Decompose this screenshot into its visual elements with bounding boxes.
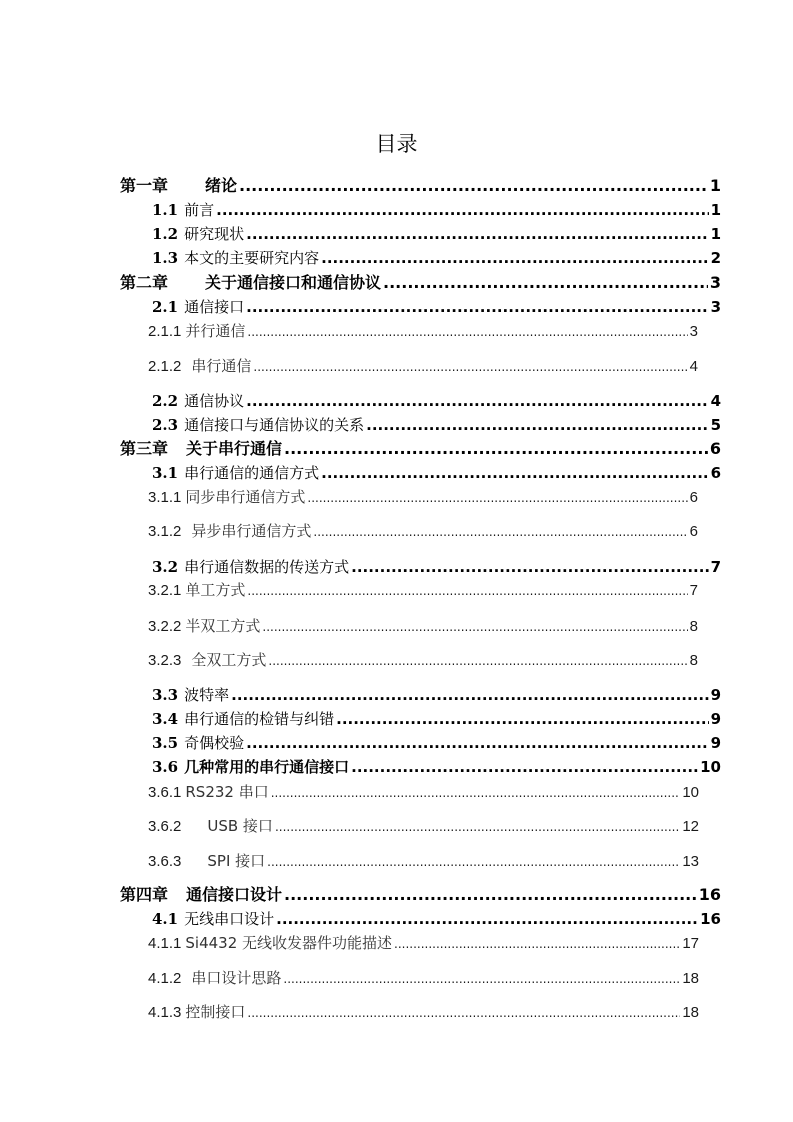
toc-entry-chapter-2[interactable] [120, 272, 721, 294]
dot-leader [247, 321, 687, 343]
entry-page: 18 [682, 1004, 699, 1021]
toc-entry-chapter-1[interactable] [120, 175, 721, 197]
entry-number: 2.2 [152, 392, 179, 410]
toc-entry-4-1-1[interactable] [148, 932, 699, 954]
entry-number: 第二章 [120, 273, 169, 292]
entry-page: 10 [700, 758, 721, 776]
entry-label: 串行通信数据的传送方式 [184, 558, 350, 576]
entry-number: 3.1 [152, 464, 179, 482]
dot-leader [284, 438, 708, 460]
dot-leader [336, 708, 708, 730]
toc-entry-3-6-3[interactable] [148, 850, 699, 872]
entry-number: 第一章 [120, 176, 169, 195]
toc-entry-3-6-1[interactable] [148, 781, 699, 803]
entry-number: 2.1.1 [148, 323, 182, 340]
dot-leader [307, 487, 687, 509]
entry-page: 10 [682, 784, 699, 801]
entry-label: 绪论 [205, 176, 238, 195]
entry-page: 13 [682, 853, 699, 870]
dot-leader [394, 933, 680, 955]
dot-leader [313, 521, 687, 543]
entry-page: 3 [689, 323, 698, 340]
entry-page: 6 [689, 523, 698, 540]
entry-page: 9 [710, 686, 721, 704]
entry-number: 3.4 [152, 710, 179, 728]
toc-entry-3-2-3[interactable] [148, 649, 698, 671]
dot-leader [284, 884, 697, 906]
toc-entry-3-6[interactable] [152, 756, 721, 778]
entry-number: 第三章 [120, 439, 169, 458]
entry-number: 3.2.1 [148, 582, 182, 599]
entry-label: 并行通信 [185, 322, 246, 340]
toc-entry-3-4[interactable] [152, 708, 721, 730]
entry-number: 1.3 [152, 249, 179, 267]
dot-leader [268, 650, 687, 672]
entry-page: 9 [710, 710, 721, 728]
entry-label: 前言 [184, 201, 215, 219]
toc-entry-3-5[interactable] [152, 732, 721, 754]
entry-label: 控制接口 [185, 1003, 246, 1021]
entry-label: SPI 接口 [207, 852, 266, 870]
entry-number: 3.1.2 [148, 523, 182, 540]
entry-label: 关于通信接口和通信协议 [205, 273, 382, 292]
toc-entry-1-2[interactable] [152, 223, 721, 245]
toc-entry-4-1-2[interactable] [148, 967, 699, 989]
dot-leader [246, 732, 708, 754]
entry-page: 17 [682, 935, 699, 952]
toc-entry-2-3[interactable] [152, 414, 721, 436]
entry-label: 关于串行通信 [186, 439, 283, 458]
entry-number: 3.2.3 [148, 652, 182, 669]
entry-page: 12 [682, 818, 699, 835]
entry-number: 2.3 [152, 416, 179, 434]
entry-page: 4 [689, 358, 698, 375]
entry-page: 1 [710, 201, 721, 219]
toc-entry-2-1-1[interactable] [148, 320, 698, 342]
toc-entry-3-6-2[interactable] [148, 815, 699, 837]
entry-label: 同步串行通信方式 [185, 488, 306, 506]
entry-label: 串行通信 [191, 357, 252, 375]
entry-page: 1 [709, 176, 721, 195]
toc-entry-1-1[interactable] [152, 199, 721, 221]
entry-number: 3.2.2 [148, 618, 182, 635]
toc-entry-3-1-1[interactable] [148, 486, 698, 508]
entry-number: 4.1.2 [148, 970, 182, 987]
dot-leader [246, 390, 708, 412]
entry-number: 1.1 [152, 201, 179, 219]
entry-label: 半双工方式 [185, 617, 261, 635]
toc-entry-chapter-4[interactable] [120, 884, 721, 906]
entry-page: 18 [682, 970, 699, 987]
entry-label: 串行通信的通信方式 [184, 464, 320, 482]
entry-number: 4.1.1 [148, 935, 182, 952]
entry-number: 3.2 [152, 558, 179, 576]
entry-label: 串行通信的检错与纠错 [184, 710, 335, 728]
dot-leader [321, 462, 708, 484]
entry-number: 2.1.2 [148, 358, 182, 375]
toc-entry-3-2-1[interactable] [148, 579, 698, 601]
dot-leader [383, 272, 708, 294]
entry-page: 3 [709, 273, 721, 292]
dot-leader [271, 782, 681, 804]
dot-leader [231, 684, 708, 706]
toc-entry-chapter-3[interactable] [120, 438, 721, 460]
dot-leader [253, 356, 687, 378]
entry-label: 研究现状 [184, 225, 245, 243]
dot-leader [351, 556, 708, 578]
dot-leader [276, 908, 698, 930]
toc-entry-2-2[interactable] [152, 390, 721, 412]
entry-number: 4.1 [152, 910, 179, 928]
dot-leader [366, 414, 708, 436]
dot-leader [351, 756, 698, 778]
entry-label: 串口设计思路 [191, 969, 282, 987]
dot-leader [247, 580, 687, 602]
entry-label: 全双工方式 [191, 651, 267, 669]
dot-leader [246, 223, 708, 245]
entry-page: 9 [710, 734, 721, 752]
entry-label: 单工方式 [185, 581, 246, 599]
dot-leader [275, 816, 680, 838]
dot-leader [262, 616, 687, 638]
toc-entry-2-1-2[interactable] [148, 355, 698, 377]
entry-page: 8 [689, 652, 698, 669]
entry-page: 16 [698, 885, 721, 904]
entry-number: 3.6.2 [148, 818, 182, 835]
entry-label: 通信接口 [184, 298, 245, 316]
entry-label: 通信接口与通信协议的关系 [184, 416, 365, 434]
entry-label: 本文的主要研究内容 [184, 249, 320, 267]
entry-page: 7 [689, 582, 698, 599]
toc-entry-4-1-3[interactable] [148, 1001, 699, 1023]
entry-label: 几种常用的串行通信接口 [184, 758, 350, 776]
dot-leader [283, 968, 680, 990]
toc-title: 目录 [375, 132, 418, 156]
entry-label: 奇偶校验 [184, 734, 245, 752]
entry-number: 2.1 [152, 298, 179, 316]
toc-entry-2-1[interactable] [152, 296, 721, 318]
entry-label: 波特率 [184, 686, 230, 704]
toc-entry-4-1[interactable] [152, 908, 721, 930]
dot-leader [247, 1002, 680, 1024]
entry-number: 1.2 [152, 225, 179, 243]
entry-page: 6 [689, 489, 698, 506]
entry-label: 通信接口设计 [186, 885, 283, 904]
toc-entry-3-1-2[interactable] [148, 520, 698, 542]
entry-label: Si4432 无线收发器件功能描述 [185, 934, 393, 952]
dot-leader [246, 296, 708, 318]
entry-number: 3.1.1 [148, 489, 182, 506]
dot-leader [239, 175, 708, 197]
entry-label: 无线串口设计 [184, 910, 275, 928]
entry-page: 6 [710, 464, 721, 482]
entry-number: 4.1.3 [148, 1004, 182, 1021]
entry-page: 7 [710, 558, 721, 576]
entry-label: 异步串行通信方式 [191, 522, 312, 540]
entry-page: 4 [710, 392, 721, 410]
dot-leader [267, 851, 680, 873]
entry-number: 3.3 [152, 686, 179, 704]
toc-entry-3-2[interactable] [152, 556, 721, 578]
entry-number: 3.6.1 [148, 784, 182, 801]
entry-page: 8 [689, 618, 698, 635]
entry-number: 3.5 [152, 734, 179, 752]
entry-number: 第四章 [120, 885, 169, 904]
entry-label: 通信协议 [184, 392, 245, 410]
entry-page: 2 [710, 249, 721, 267]
entry-page: 6 [709, 439, 721, 458]
toc-entry-3-2-2[interactable] [148, 615, 698, 637]
entry-page: 3 [710, 298, 721, 316]
dot-leader [321, 247, 708, 269]
dot-leader [216, 199, 708, 221]
toc-entry-1-3[interactable] [152, 247, 721, 269]
entry-page: 16 [700, 910, 721, 928]
entry-number: 3.6.3 [148, 853, 182, 870]
toc-entry-3-3[interactable] [152, 684, 721, 706]
toc-entry-3-1[interactable] [152, 462, 721, 484]
entry-number: 3.6 [152, 758, 179, 776]
entry-page: 1 [710, 225, 721, 243]
entry-label: USB 接口 [207, 817, 273, 835]
entry-page: 5 [710, 416, 721, 434]
entry-label: RS232 串口 [185, 783, 269, 801]
